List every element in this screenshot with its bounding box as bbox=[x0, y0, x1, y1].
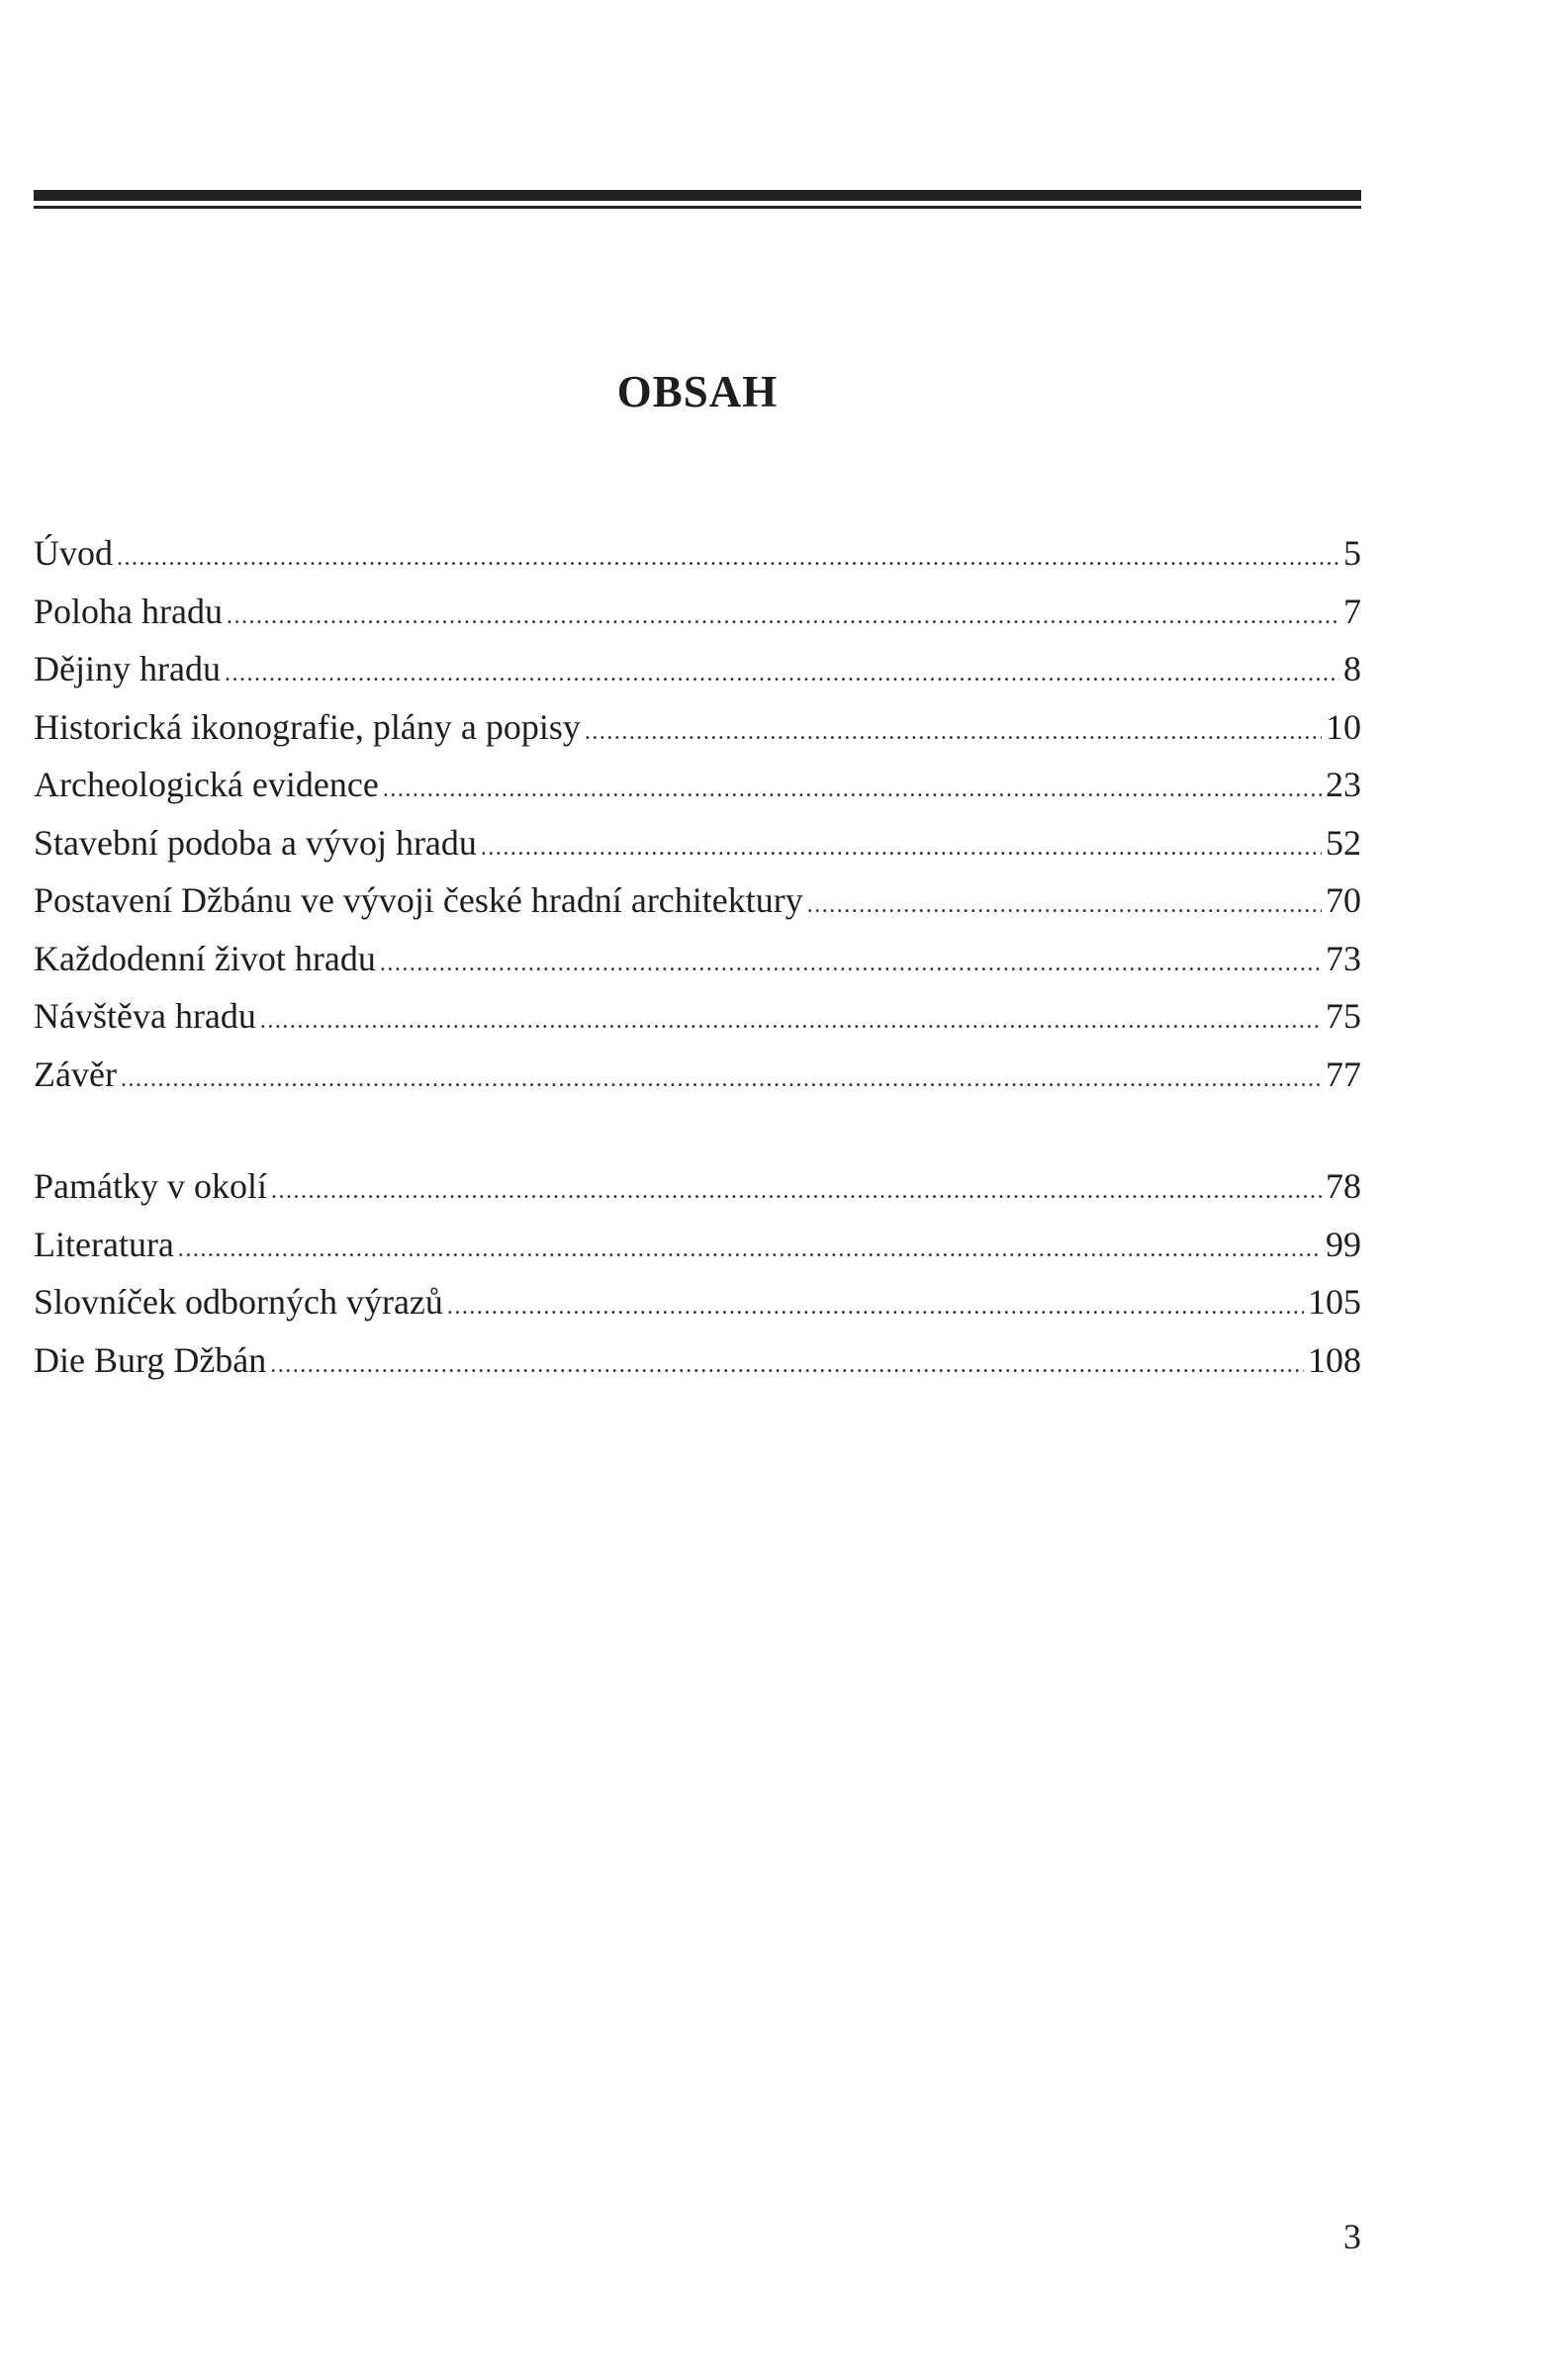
toc-entry-page: 52 bbox=[1326, 822, 1361, 863]
toc-entry-title: Stavební podoba a vývoj hradu bbox=[34, 822, 477, 863]
dot-leader bbox=[585, 703, 1322, 762]
toc-back-list bbox=[34, 1157, 1361, 1389]
toc-entry-page: 99 bbox=[1326, 1224, 1361, 1264]
toc-entry[interactable] bbox=[34, 1216, 1361, 1274]
header-rule-thick bbox=[34, 190, 1361, 201]
dot-leader bbox=[225, 645, 1339, 703]
toc-entry[interactable] bbox=[34, 1273, 1361, 1331]
toc-entry[interactable] bbox=[34, 524, 1361, 583]
dot-leader bbox=[121, 1051, 1322, 1109]
toc-entry-title: Úvod bbox=[34, 533, 113, 573]
toc-entry[interactable] bbox=[34, 871, 1361, 930]
toc-entry-page: 10 bbox=[1326, 706, 1361, 747]
toc-entry-page: 77 bbox=[1326, 1053, 1361, 1094]
toc-entry-title: Poloha hradu bbox=[34, 591, 223, 631]
dot-leader bbox=[270, 1336, 1304, 1395]
toc-entry-page: 73 bbox=[1326, 938, 1361, 978]
dot-leader bbox=[227, 588, 1339, 646]
toc-entry-title: Archeologická evidence bbox=[34, 765, 379, 804]
dot-leader bbox=[271, 1162, 1322, 1221]
toc-entry-title: Návštěva hradu bbox=[34, 996, 256, 1036]
dot-leader bbox=[260, 992, 1322, 1051]
toc-entry-page: 105 bbox=[1308, 1282, 1361, 1322]
toc-entry-title: Závěr bbox=[34, 1053, 117, 1094]
toc-entry[interactable] bbox=[34, 698, 1361, 757]
toc-entry-title: Die Burg Džbán bbox=[34, 1339, 267, 1380]
toc-entry-title: Dějiny hradu bbox=[34, 649, 221, 688]
dot-leader bbox=[383, 761, 1322, 819]
toc-entry-title: Literatura bbox=[34, 1224, 174, 1264]
dot-leader bbox=[117, 529, 1339, 588]
toc-entry[interactable] bbox=[34, 640, 1361, 698]
toc-entry[interactable] bbox=[34, 814, 1361, 872]
toc-entry[interactable] bbox=[34, 930, 1361, 988]
header-rule-thin bbox=[34, 206, 1361, 209]
toc-entry[interactable] bbox=[34, 987, 1361, 1046]
toc-entry[interactable] bbox=[34, 1331, 1361, 1390]
toc-main-list bbox=[34, 524, 1361, 1103]
dot-leader bbox=[807, 876, 1322, 935]
toc-entry-page: 8 bbox=[1343, 649, 1361, 688]
toc-entry-title: Památky v okolí bbox=[34, 1166, 267, 1206]
toc-entry-title: Historická ikonografie, plány a popisy bbox=[34, 706, 581, 747]
dot-leader bbox=[481, 819, 1322, 877]
toc-entry[interactable] bbox=[34, 756, 1361, 814]
toc-entry[interactable] bbox=[34, 1046, 1361, 1104]
toc-entry-page: 78 bbox=[1326, 1166, 1361, 1206]
dot-leader bbox=[178, 1221, 1322, 1279]
toc-entry[interactable] bbox=[34, 583, 1361, 641]
toc-entry-page: 23 bbox=[1326, 765, 1361, 804]
toc-entry-title: Postavení Džbánu ve vývoji české hradní architektury bbox=[34, 880, 803, 920]
toc-entry-page: 70 bbox=[1326, 880, 1361, 920]
toc-entry-page: 75 bbox=[1326, 996, 1361, 1036]
toc-entry-title: Každodenní život hradu bbox=[34, 938, 376, 978]
toc-entry-page: 5 bbox=[1343, 533, 1361, 573]
page-title: OBSAH bbox=[616, 367, 779, 416]
page-number: 3 bbox=[1343, 2217, 1361, 2256]
toc-entry[interactable] bbox=[34, 1157, 1361, 1216]
toc-entry-page: 7 bbox=[1343, 591, 1361, 631]
dot-leader bbox=[447, 1278, 1304, 1336]
dot-leader bbox=[380, 935, 1322, 993]
toc-entry-page: 108 bbox=[1308, 1339, 1361, 1380]
toc-entry-title: Slovníček odborných výrazů bbox=[34, 1282, 443, 1322]
